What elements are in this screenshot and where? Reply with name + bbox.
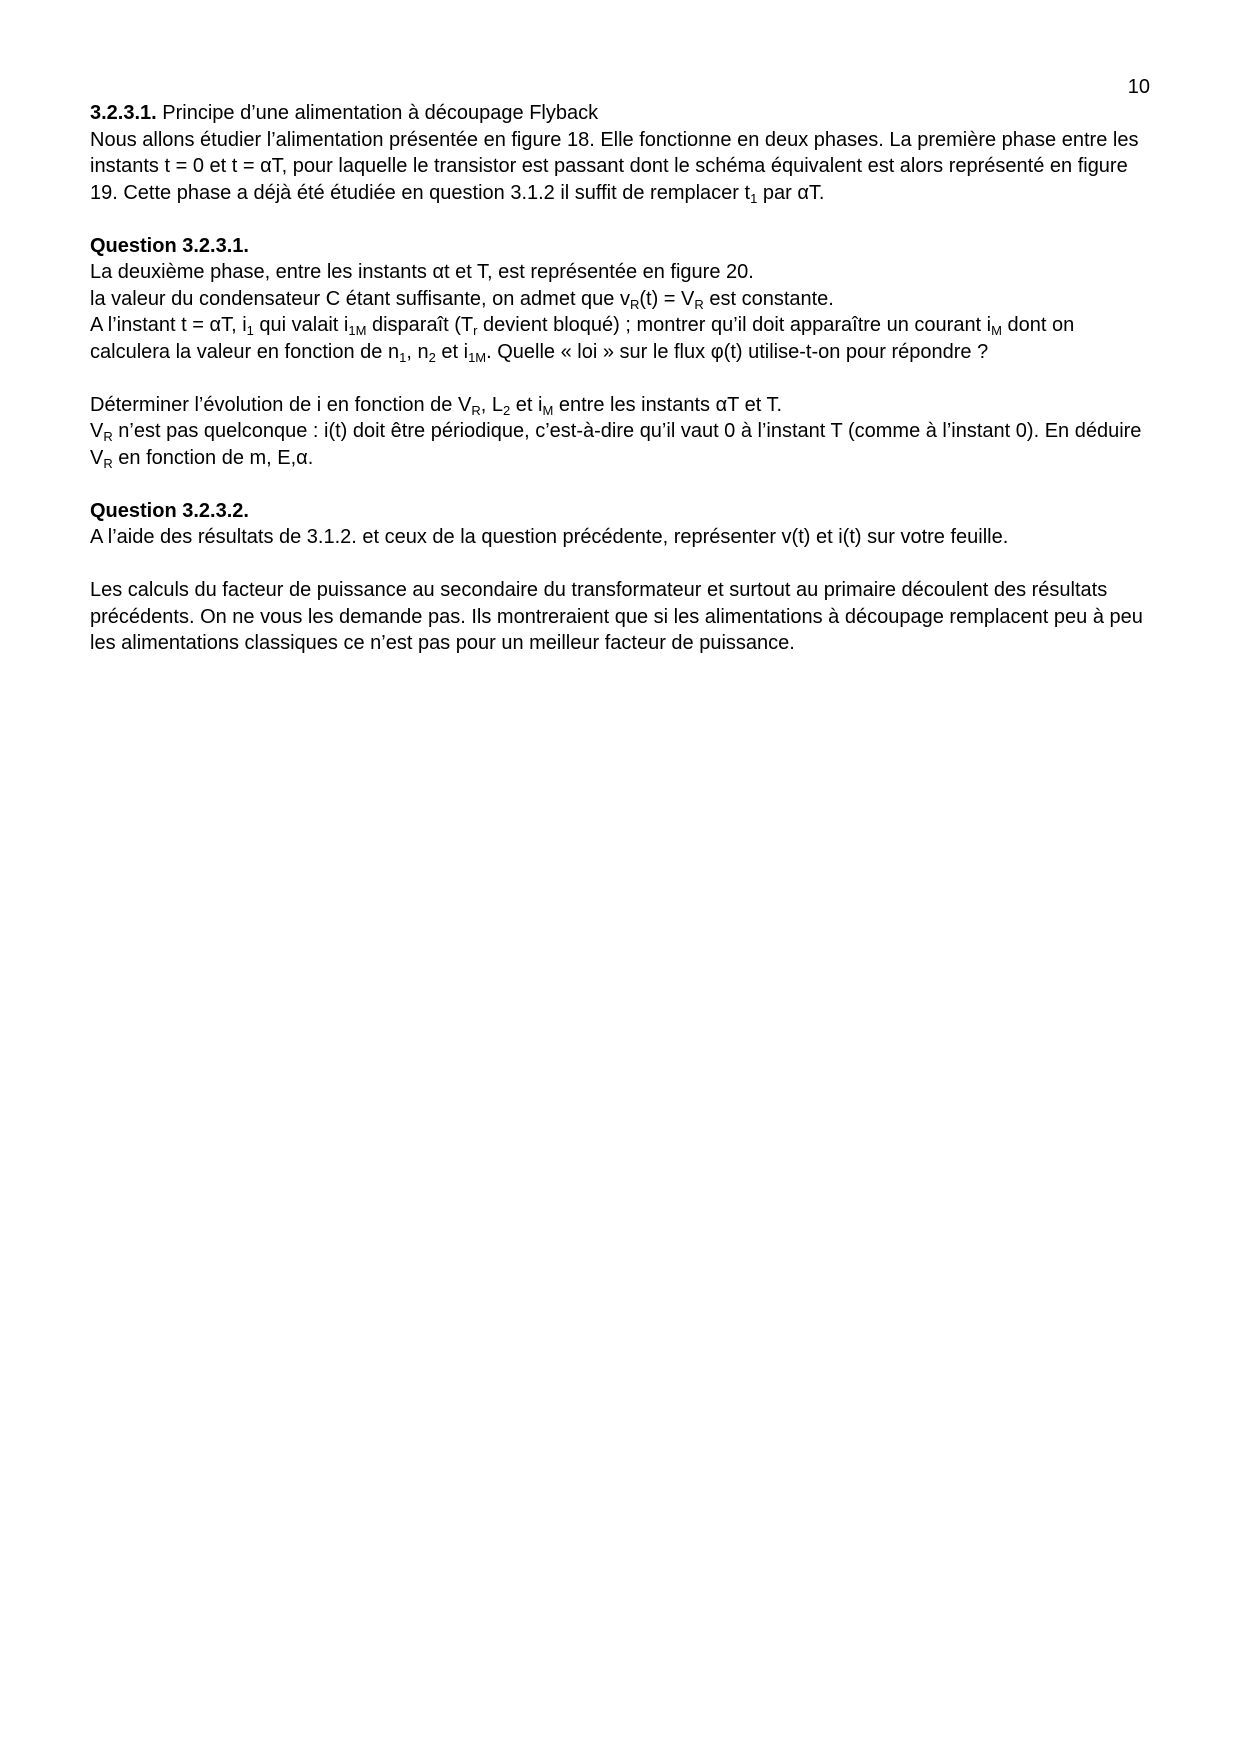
question-1-title: Question 3.2.3.1.	[90, 234, 249, 257]
question-2	[90, 498, 1155, 551]
question-1-continued: Déterminer l’évolution de i en fonction de $V_R$, $L_2$ et $i_M$ entre les instants αT et T. $V_R$ n’est pas quelconque : i(t) doit être périodique, c’est-à-dire qu’il vaut 0 à l’instant T (comme à l’instant 0). En déduire $V_R$ en fonction de m, E,α.	[90, 393, 1142, 471]
question-2-text: A l’aide des résultats de 3.1.2. et ceux de la question précédente, représenter v(t) et i(t) sur votre feuille.	[90, 526, 1009, 548]
question-1: Question 3.2.3.1. La deuxième phase, entre les instants αt et T, est représentée en figure 20. la valeur du condensateur C étant suffisante, on admet que $v_R(t) = V_R$ est constante. A l’instant t = αT, $i_1$ qui valait $i_{1M}$ disparaît ($T_r$ devient bloqué) ; montrer qu’il doit apparaître un courant $i_M$ dont on calculera la valeur en fonction de $n_1$, $n_2$ et $i_{1M}$. Quelle « loi » sur le flux φ(t) utilise-t-on pour répondre ?	[90, 234, 1075, 365]
section-title: Principe d’une alimentation à découpage Flyback	[156, 102, 599, 124]
page-number: 10	[1127, 76, 1150, 98]
section-number: 3.2.3.1.	[90, 102, 157, 124]
intro-paragraph: 3.2.3.1. Principe d’une alimentation à découpage Flyback Nous allons étudier l’alimentation présentée en figure 18. Elle fonctionne en deux phases. La première phase entre les instants t = 0 et t = αT, pour laquelle le transistor est passant dont le schéma équivalent est alors représenté en figure 19. Cette phase a déjà été étudiée en question 3.1.2 il suffit de remplacer $t_1$ par αT.	[90, 102, 1139, 206]
document-body	[90, 100, 1155, 657]
question-2-title: Question 3.2.3.2.	[90, 499, 249, 522]
closing-paragraph: Les calculs du facteur de puissance au secondaire du transformateur et surtout au primaire découlent des résultats précédents. On ne vous les demande pas. Ils montreraient que si les alimentations à découpage remplacent peu à peu les alimentations classiques ce n’est pas pour un meilleur facteur de puissance.	[90, 579, 1143, 654]
